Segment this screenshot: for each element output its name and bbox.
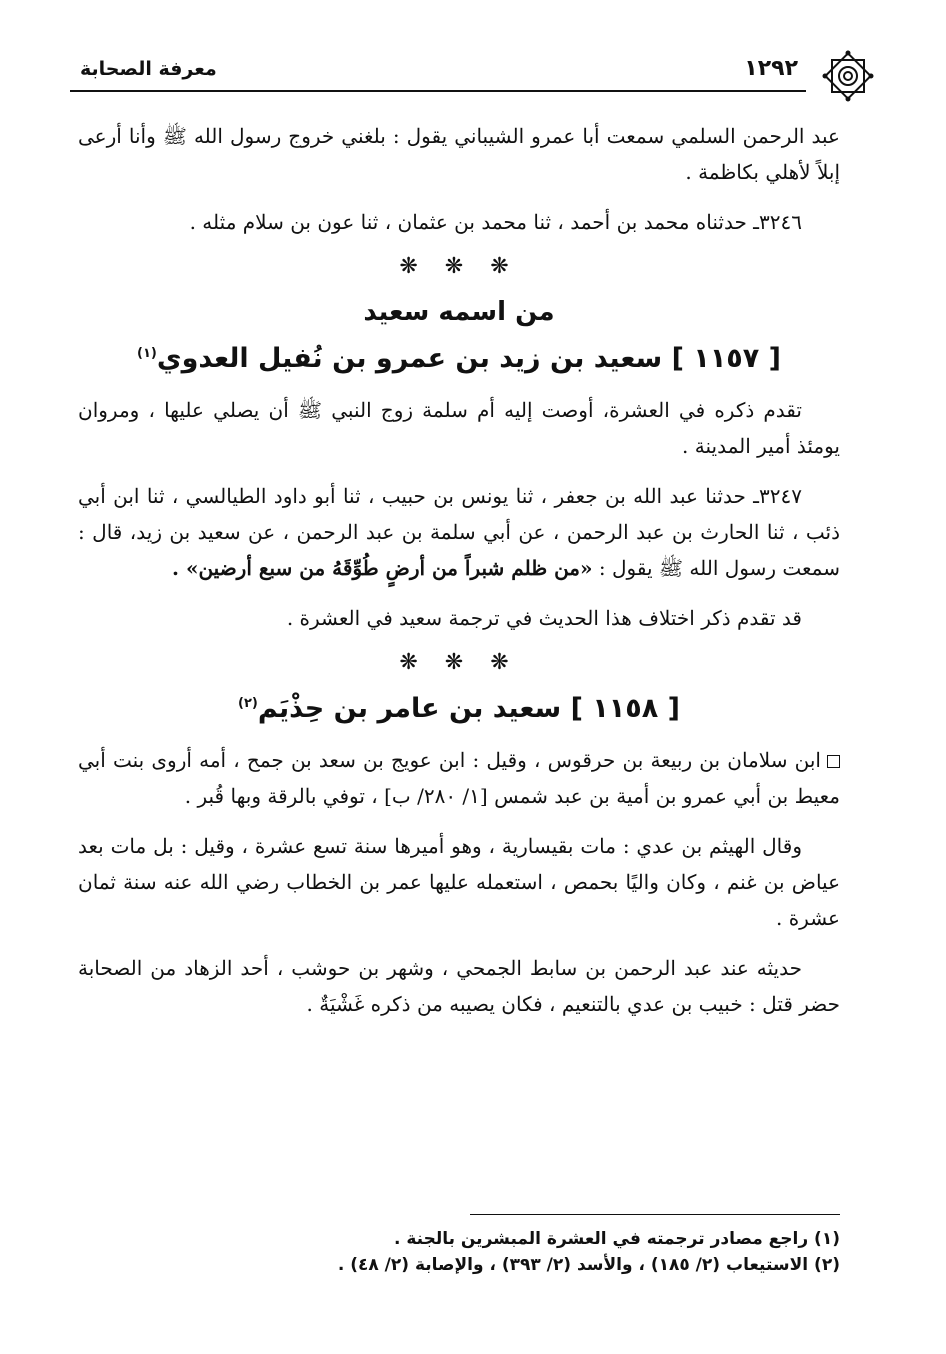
hadith-matn: «من ظلم شبراً من أرضٍ طُوِّقَهُ من سبع أرضين» . bbox=[172, 556, 593, 580]
page-body bbox=[78, 118, 840, 1036]
section-separator: ❋ ❋ ❋ bbox=[399, 254, 519, 279]
entry-1158-hadith: حديثه عند عبد الرحمن بن سابط الجمحي ، وشهر بن حوشب ، أحد الزهاد من الصحابة حضر قتل : خبيب بن عدي بالتنعيم ، فكان يصيبه من ذكره غَشْيَةٌ . bbox=[78, 956, 840, 1016]
footnote-rule bbox=[470, 1214, 840, 1215]
footnote-2: (٢) الاستيعاب (٢/ ١٨٥) ، والأسد (٢/ ٣٩٣) ، والإصابة (٢/ ٤٨) . bbox=[337, 1255, 840, 1275]
entry-1158-lineage bbox=[78, 742, 840, 814]
page-number: ١٢٩٢ bbox=[744, 56, 798, 81]
square-marker-icon bbox=[827, 755, 840, 768]
hadith-3247 bbox=[78, 478, 840, 586]
running-header bbox=[70, 48, 876, 98]
lineage-text: ابن سلامان بن ربيعة بن حرقوس ، وقيل : ابن عويج بن سعد بن جمح ، أمه أروى بنت أبي معيط بن أبي عمرو بن أمية بن عبد شمس [١/ ٢٨٠/ ب] ، توفي بالرقة وبها قُبر . bbox=[78, 748, 840, 808]
book-title: معرفة الصحابة bbox=[80, 58, 217, 80]
entry-1158-death: وقال الهيثم بن عدي : مات بقيسارية ، وهو أميرها سنة تسع عشرة ، وقيل : بل مات بعد عياض بن غنم ، وكان واليًا بحمص ، استعمله عليها عمر بن الخطاب رضي الله عنه سنة ثمان عشرة . bbox=[78, 834, 841, 930]
hadith-3246: ٣٢٤٦ـ حدثناه محمد بن أحمد ، ثنا محمد بن عثمان ، ثنا عون بن سلام مثله . bbox=[189, 210, 802, 234]
entry-1157-paragraph: تقدم ذكره في العشرة، أوصت إليه أم سلمة زوج النبي ﷺ أن يصلي عليها ، ومروان يومئذ أمير المدينة . bbox=[78, 398, 840, 458]
paragraph-continuation: عبد الرحمن السلمي سمعت أبا عمرو الشيباني يقول : بلغني خروج رسول الله ﷺ وأنا أرعى إبلاً لأهلي بكاظمة . bbox=[78, 124, 840, 184]
entry-title-1158 bbox=[78, 693, 840, 724]
entry-title-text: [ ١١٥٧ ] سعيد بن زيد بن عمرو بن نُفيل العدوي bbox=[156, 343, 782, 374]
octagram-ornament-icon bbox=[820, 48, 876, 104]
footnote-ref-2: (٢) bbox=[238, 696, 258, 711]
footnotes bbox=[78, 1226, 840, 1278]
entry-title-text: [ ١١٥٨ ] سعيد بن عامر بن حِذْيَم bbox=[257, 693, 680, 724]
hadith-note: قد تقدم ذكر اختلاف هذا الحديث في ترجمة سعيد في العشرة . bbox=[286, 606, 802, 630]
header-rule bbox=[70, 90, 806, 92]
footnote-1: (١) راجع مصادر ترجمته في العشرة المبشرين بالجنة . bbox=[393, 1229, 840, 1249]
section-heading: من اسمه سعيد bbox=[363, 297, 555, 327]
footnote-ref-1: (١) bbox=[136, 346, 157, 361]
section-separator: ❋ ❋ ❋ bbox=[399, 650, 519, 675]
entry-title-1157 bbox=[78, 343, 840, 374]
hadith-isnad: ٣٢٤٧ـ حدثنا عبد الله بن جعفر ، ثنا يونس بن حبيب ، ثنا أبو داود الطيالسي ، ثنا ابن أبي ذئب ، ثنا الحارث بن عبد الرحمن ، عن أبي سلمة بن عبد الرحمن ، عن سعيد بن زيد، قال : سمعت رسول الله ﷺ يقول : bbox=[78, 484, 840, 580]
